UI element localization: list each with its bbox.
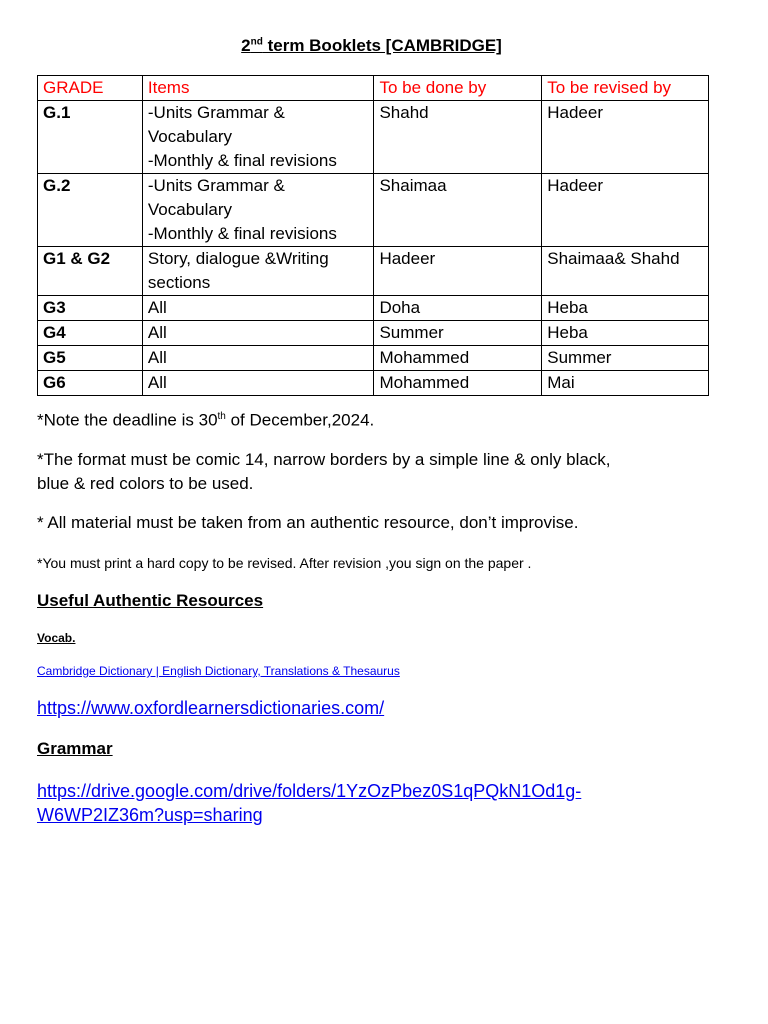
table-row <box>38 247 709 296</box>
grammar-drive-link[interactable] <box>37 779 697 827</box>
table-header-row <box>38 76 709 101</box>
format-note <box>37 448 727 496</box>
item-line: Vocabulary <box>147 200 233 219</box>
print-note: *You must print a hard copy to be revised. After revision ,you sign on the paper . <box>37 555 532 571</box>
cell-revised-by: Shaimaa& Shahd <box>542 247 709 296</box>
cell-done-by: Mohammed <box>374 346 542 371</box>
cell-items: All <box>142 371 374 396</box>
cell-done-by: Doha <box>374 296 542 321</box>
cell-revised-by: Mai <box>542 371 709 396</box>
drive-link-line: W6WP2IZ36m?usp=sharing <box>37 805 263 825</box>
cell-grade: G5 <box>38 346 143 371</box>
cell-revised-by: Summer <box>542 346 709 371</box>
table-row <box>38 321 709 346</box>
title-superscript: nd <box>250 36 263 48</box>
item-line: -Units Grammar & <box>147 103 285 122</box>
grammar-heading: Grammar <box>37 739 113 758</box>
title-rest: term Booklets [CAMBRIDGE] <box>262 36 502 55</box>
header-items: Items <box>142 76 374 101</box>
cell-grade: G3 <box>38 296 143 321</box>
item-line: sections <box>147 273 211 292</box>
item-line: -Monthly & final revisions <box>147 224 337 243</box>
item-line: -Units Grammar & <box>147 176 285 195</box>
table-row <box>38 346 709 371</box>
oxford-dictionary-link[interactable]: https://www.oxfordlearnersdictionaries.com/ <box>37 698 385 718</box>
cell-revised-by: Heba <box>542 296 709 321</box>
cell-done-by: Shahd <box>374 101 542 174</box>
item-line: -Monthly & final revisions <box>147 151 337 170</box>
booklets-table <box>37 75 709 396</box>
header-grade: GRADE <box>38 76 143 101</box>
cell-done-by: Summer <box>374 321 542 346</box>
cell-items <box>142 247 374 296</box>
title-prefix: 2 <box>241 36 251 55</box>
header-revised-by: To be revised by <box>542 76 709 101</box>
table-row <box>38 296 709 321</box>
resources-heading: Useful Authentic Resources <box>37 591 264 610</box>
cell-items: All <box>142 321 374 346</box>
cell-items <box>142 101 374 174</box>
cell-grade: G1 & G2 <box>38 247 143 296</box>
table-row <box>38 371 709 396</box>
page-title <box>0 36 743 56</box>
table-row <box>38 174 709 247</box>
cell-done-by: Hadeer <box>374 247 542 296</box>
format-note-line: *The format must be comic 14, narrow borders by a simple line & only black, <box>37 450 611 469</box>
deadline-rest: of December,2024. <box>225 410 375 430</box>
cell-grade: G.2 <box>38 174 143 247</box>
cell-done-by: Shaimaa <box>374 174 542 247</box>
drive-link-line: https://drive.google.com/drive/folders/1YzOzPbez0S1qPQkN1Od1g- <box>37 781 582 801</box>
deadline-superscript: th <box>217 411 226 422</box>
deadline-prefix: *Note the deadline is 30 <box>37 410 218 430</box>
vocab-heading: Vocab. <box>37 631 76 645</box>
cell-done-by: Mohammed <box>374 371 542 396</box>
cell-grade: G4 <box>38 321 143 346</box>
cell-revised-by: Hadeer <box>542 101 709 174</box>
cell-items: All <box>142 346 374 371</box>
header-done-by: To be done by <box>374 76 542 101</box>
cell-revised-by: Heba <box>542 321 709 346</box>
deadline-note <box>37 405 727 433</box>
cambridge-dictionary-link[interactable]: Cambridge Dictionary | English Dictionary, Translations & Thesaurus <box>37 664 400 678</box>
material-note: * All material must be taken from an authentic resource, don’t improvise. <box>37 513 579 532</box>
item-line: Story, dialogue &Writing <box>147 249 329 268</box>
format-note-line: blue & red colors to be used. <box>37 474 254 493</box>
cell-revised-by: Hadeer <box>542 174 709 247</box>
table-row <box>38 101 709 174</box>
cell-grade: G6 <box>38 371 143 396</box>
cell-items <box>142 174 374 247</box>
cell-items: All <box>142 296 374 321</box>
cell-grade: G.1 <box>38 101 143 174</box>
item-line: Vocabulary <box>147 127 233 146</box>
